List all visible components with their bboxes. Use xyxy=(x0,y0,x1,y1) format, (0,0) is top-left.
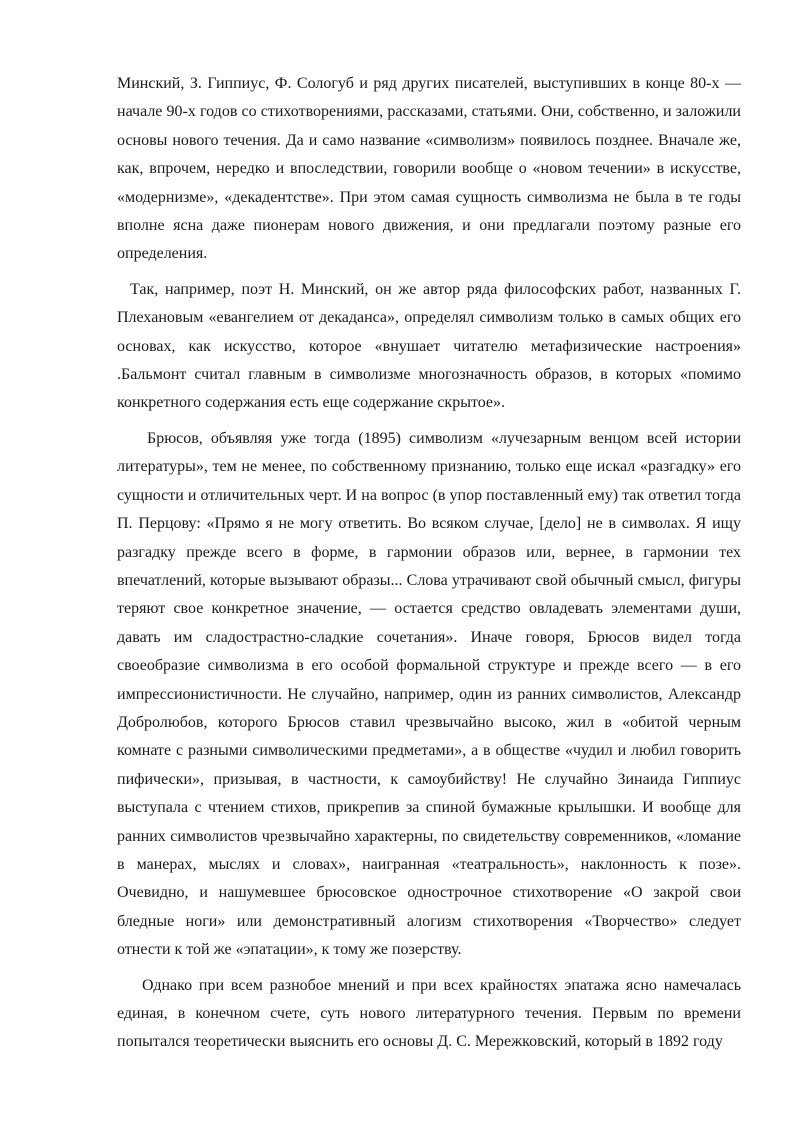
paragraph-2: Так, например, поэт Н. Минский, он же автор ряда философских работ, названных Г. Плехановым «евангелием от декаданса», определял символизм только в самых общих его основах, как искусство, которое «внушает читателю метафизические настроения» .Бальмонт считал главным в символизме многозначность образов, в которых «помимо конкретного содержания есть еще содержание скрытое». xyxy=(117,280,741,412)
paragraph-1: Минский, З. Гиппиус, Ф. Сологуб и ряд других писателей, выступивших в конце 80-х — начале 90-х годов со стихотворениями, рассказами, статьями. Они, собственно, и заложили основы нового течения. Да и само название «символизм» появилось позднее. Вначале же, как, впрочем, нередко и впоследствии, говорили вообще о «новом течении» в искусстве, «модернизме», «декадентстве». При этом самая сущность символизма не была в те годы вполне ясна даже пионерам нового движения, и они предлагали поэтому разные его определения. xyxy=(117,75,741,263)
paragraph-4: Однако при всем разнобое мнений и при всех крайностях эпатажа ясно намечалась единая, в конечном счете, суть нового литературного течения. Первым по времени попытался теоретически выяснить его основы Д. С. Мережковский, который в 1892 году xyxy=(117,976,741,1051)
text-body xyxy=(117,70,741,1064)
paragraph-3: Брюсов, объявляя уже тогда (1895) символизм «лучезарным венцом всей истории литературы», тем не менее, по собственному признанию, только еще искал «разгадку» его сущности и отличительных черт. И на вопрос (в упор поставленный ему) так ответил тогда П. Перцову: «Прямо я не могу ответить. Во всяком случае, [дело] не в символах. Я ищу разгадку прежде всего в форме, в гармонии образов или, вернее, в гармонии тех впечатлений, которые вызывают образы... Слова утрачивают свой обычный смысл, фигуры теряют свое конкретное значение, — остается средство овладевать элементами души, давать им сладострастно-сладкие сочетания». Иначе говоря, Брюсов видел тогда своеобразие символизма в его особой формальной структуре и прежде всего — в его импрессионистичности. Не случайно, например, один из ранних символистов, Александр Добролюбов, которого Брюсов ставил чрезвычайно высоко, жил в «обитой черным комнате с разными символическими предметами», а в обществе «чудил и любил говорить пифически», призывая, в частности, к самоубийству! Не случайно Зинаида Гиппиус выступала с чтением стихов, прикрепив за спиной бумажные крылышки. И вообще для ранних символистов чрезвычайно характерны, по свидетельству современников, «ломание в манерах, мыслях и словах», наигранная «театральность», наклонность к позе». Очевидно, и нашумевшее брюсовское однострочное стихотворение «О закрой свои бледные ноги» или демонстративный алогизм стихотворения «Творчество» следует отнести к той же «эпатации», к тому же позерству. xyxy=(117,429,741,959)
